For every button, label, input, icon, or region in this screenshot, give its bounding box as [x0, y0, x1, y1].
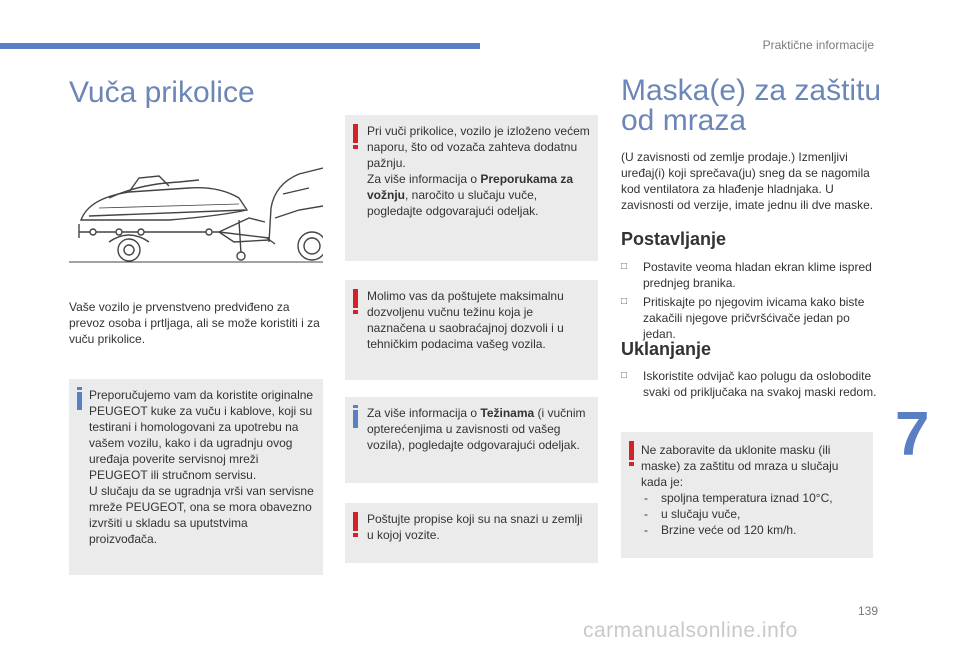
- warning-note-extra-attention: [345, 115, 598, 261]
- section-label: Praktične informacije: [762, 38, 874, 52]
- warning-lead: Ne zaboravite da uklonite masku (ili maske) za zaštitu od mraza u slučaju kada je:: [641, 443, 839, 489]
- list-item: - u slučaju vuče,: [641, 506, 867, 522]
- info-note-text-2: U slučaju da se ugradnja vrši van servisne mreže PEUGEOT, ona se mora obavezno izvršiti u skladu sa uputstvima proizvođača.: [89, 484, 314, 546]
- note1-line2: Za više informacija o Preporukama za vožnju, naročito u slučaju vuče, pogledajte odgovarajući odeljak.: [367, 172, 574, 218]
- warning-icon: [353, 124, 358, 143]
- warning-icon: [353, 512, 358, 531]
- warning-icon: [629, 441, 634, 460]
- warning-conditions: [641, 490, 867, 538]
- heading-removal: Uklanjanje: [621, 339, 712, 359]
- warning-icon: [353, 289, 358, 308]
- installation-steps: [621, 259, 877, 345]
- info-note-genuine-towbar: [69, 379, 323, 575]
- page-title-frost-screen: Maska(e) za zaštitu od mraza: [621, 74, 882, 137]
- warning-note-max-weight: [345, 280, 598, 380]
- jetski-trailer-car-icon: [69, 158, 323, 270]
- warning-note-remove-screen: [621, 432, 873, 558]
- chapter-number: 7: [895, 400, 930, 469]
- trailer-illustration: [69, 158, 323, 270]
- watermark: carmanualsonline.info: [583, 619, 798, 642]
- list-item: □ Postavite veoma hladan ekran klime ispred prednjeg branika.: [621, 260, 872, 290]
- list-item: □ Pritiskajte po njegovim ivicama kako biste zakačili njegove pričvršćivače jedan po jedan.: [621, 295, 865, 341]
- info-note-text-1: Preporučujemo vam da koristite originalne PEUGEOT kuke za vuču i kablove, koji su testirani i homologovani za upotrebu na vašem vozilu, kako i da ugradnju ovog uređaja poverite servisnoj mreži PEUGEOT ili stručnom servisu.: [89, 388, 314, 482]
- warning-note-local-regulations: [345, 503, 598, 563]
- list-item: - Brzine veće od 120 km/h.: [641, 522, 867, 538]
- note1-line1: Pri vuči prikolice, vozilo je izloženo većem naporu, što od vozača zahteva dodatnu pažnju.: [367, 124, 590, 170]
- top-accent-bar: [0, 43, 480, 49]
- heading-installation: Postavljanje: [621, 229, 727, 249]
- bullet-icon: □: [621, 370, 628, 381]
- note3-text: Za više informacija o Težinama (i vučnim opterećenjima u zavisnosti od vašeg vozila), pogledajte odgovarajući odeljak.: [367, 406, 586, 452]
- list-item: □ Iskoristite odvijač kao polugu da oslobodite svaki od priključaka na svakoj maski redom.: [621, 369, 877, 399]
- page-title-towing: Vuča prikolice: [69, 76, 255, 109]
- info-note-weights: [345, 397, 598, 483]
- frost-screen-intro: (U zavisnosti od zemlje prodaje.) Izmenljivi uređaj(i) koji sprečava(ju) sneg da se nagomila kod ventilatora za hlađenje hladnjaka. U zavisnosti od verzije, imate jednu ili dve maske.: [621, 150, 874, 212]
- bullet-icon: □: [621, 261, 628, 272]
- bullet-icon: □: [621, 296, 628, 307]
- towing-intro: Vaše vozilo je prvenstveno predviđeno za prevoz osoba i prtljaga, ali se može koristiti i za vuču prikolice.: [69, 300, 320, 346]
- info-icon: [353, 410, 358, 428]
- info-icon: [77, 392, 82, 410]
- note2-text: Molimo vas da poštujete maksimalnu dozvoljenu vučnu težinu koja je naznačena u saobraćajnoj dozvoli i u tehničkim podacima vašeg vozila.: [367, 289, 564, 351]
- note4-text: Poštujte propise koji su na snazi u zemlji u kojoj vozite.: [367, 512, 583, 542]
- removal-steps: [621, 368, 877, 403]
- list-item: - spoljna temperatura iznad 10°C,: [641, 490, 867, 506]
- page-number: 139: [858, 604, 879, 618]
